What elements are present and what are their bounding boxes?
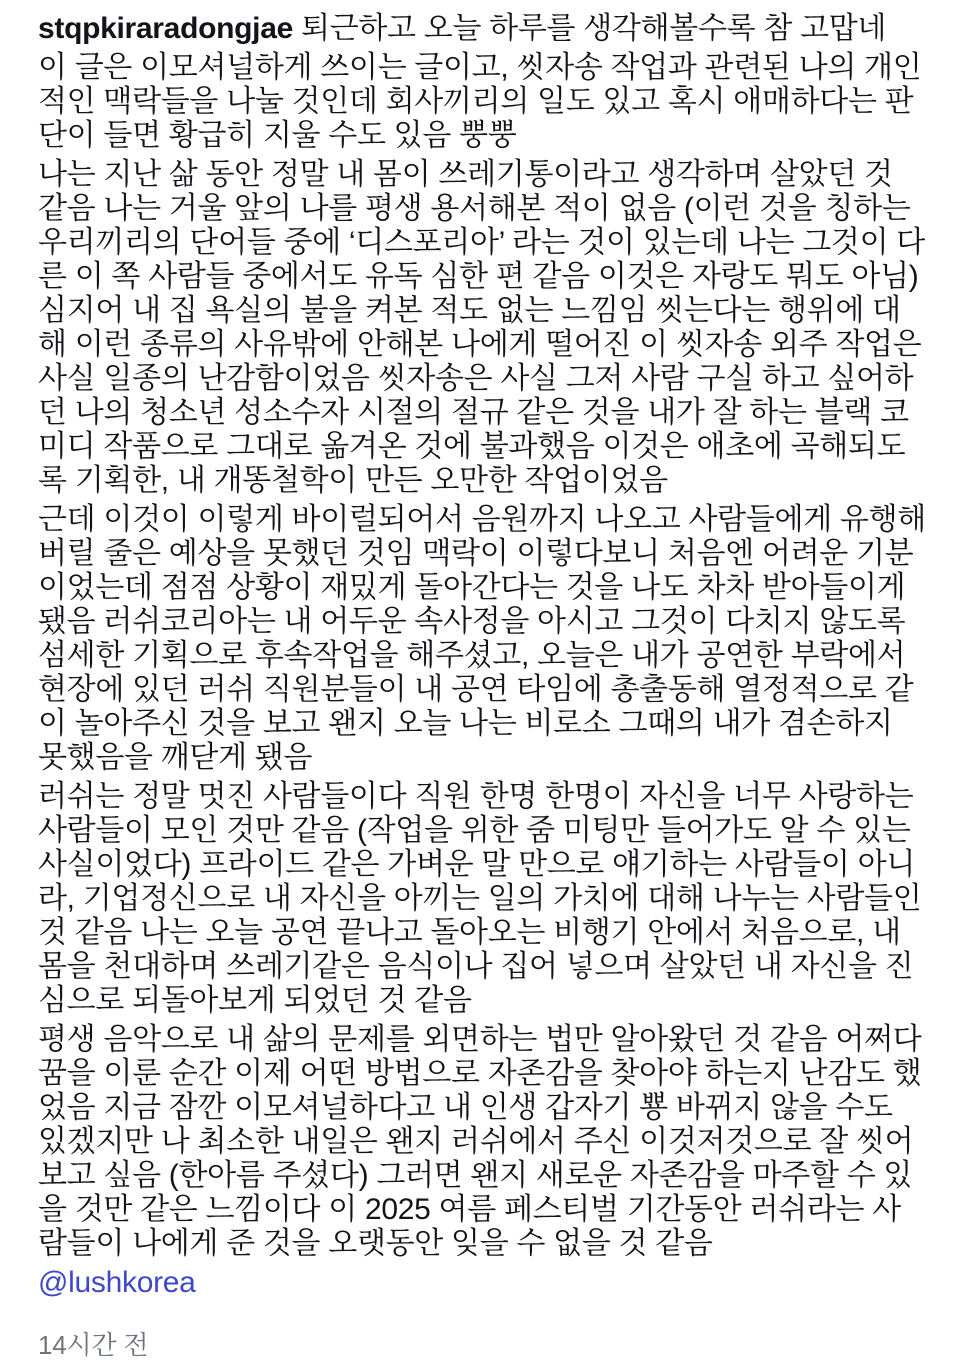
caption-intro-text: 퇴근하고 오늘 하루를 생각해볼수록 참 고맙네 bbox=[301, 12, 887, 45]
username-link[interactable]: stqpkiraradongjae bbox=[38, 12, 293, 45]
caption-paragraph: 평생 음악으로 내 삶의 문제를 외면하는 법만 알아왔던 것 같음 어쩌다 꿈을 이룬 순간 이제 어떤 방법으로 자존감을 찾아야 하는지 난감도 했었음 지금 잠깐 이모셔널하다고 내 인생 갑자기 뿅 바뀌지 않을 수도 있겠지만 나 최소한 내일은 왠지 러쉬에서 주신 이것저것으로 잘 씻어보고 싶음 (한아름 주셨다) 그러면 왠지 새로운 자존감을 마주할 수 있을 것만 같은 느낌이다 이 2025 여름 페스티벌 기간동안 러쉬라는 사람들이 나에게 준 것을 오랫동안 잊을 수 없을 것 같음 bbox=[38, 1023, 922, 1260]
caption-paragraph: 러쉬는 정말 멋진 사람들이다 직원 한명 한명이 자신을 너무 사랑하는 사람들이 모인 것만 같음 (작업을 위한 줌 미팅만 들어가도 알 수 있는 사실이었다) 프라이드 같은 가벼운 말 만으로 얘기하는 사람들이 아니라, 기업정신으로 내 자신을 아끼는 일의 가치에 대해 나누는 사람들인 것 같음 나는 오늘 공연 끝나고 돌아오는 비행기 안에서 처음으로, 내 몸을 천대하며 쓰레기같은 음식이나 집어 넣으며 살았던 내 자신을 진심으로 되돌아보게 되었던 것 같음 bbox=[38, 780, 922, 1017]
caption-first-line bbox=[38, 12, 927, 46]
caption-paragraph: 근데 이것이 이렇게 바이럴되어서 음원까지 나오고 사람들에게 유행해버릴 줄은 예상을 못했던 것임 맥락이 이렇다보니 처음엔 어려운 기분이었는데 점점 상황이 재밌게 돌아간다는 것을 나도 차차 받아들이게 됐음 러쉬코리아는 내 어두운 속사정을 아시고 그것이 다치지 않도록 섬세한 기획으로 후속작업을 해주셨고, 오늘은 내가 공연한 부락에서 현장에 있던 러쉬 직원분들이 내 공연 타임에 총출동해 열정적으로 같이 놀아주신 것을 보고 왠지 오늘 나는 비로소 그때의 내가 겸손하지 못했음을 깨닫게 됐음 bbox=[38, 503, 926, 774]
mention-link[interactable]: @lushkorea bbox=[38, 1266, 196, 1299]
caption-paragraph: 나는 지난 삶 동안 정말 내 몸이 쓰레기통이라고 생각하며 살았던 것 같음 나는 거울 앞의 나를 평생 용서해본 적이 없음 (이런 것을 칭하는 우리끼리의 단어들 중에 ‘디스포리아’ 라는 것이 있는데 나는 그것이 다른 이 쪽 사람들 중에서도 유독 심한 편 같음 이것은 자랑도 뭐도 아님) 심지어 내 집 욕실의 불을 켜본 적도 없는 느낌임 씻는다는 행위에 대해 이런 종류의 사유밖에 안해본 나에게 떨어진 이 씻자송 외주 작업은 사실 일종의 난감함이었음 씻자송은 사실 그저 사람 구실 하고 싶어하던 나의 청소년 성소수자 시절의 절규 같은 것을 내가 잘 하는 블랙 코미디 작품으로 그대로 옮겨온 것에 불과했음 이것은 애초에 곡해되도록 기획한, 내 개똥철학이 만든 오만한 작업이었음 bbox=[38, 158, 925, 497]
caption-mention-line bbox=[38, 1266, 927, 1300]
caption-paragraph: 이 글은 이모셔널하게 쓰이는 글이고, 씻자송 작업과 관련된 나의 개인적인 맥락들을 나눌 것인데 회사끼리의 일도 있고 혹시 애매하다는 판단이 들면 황급히 지울 수도 있음 뿡뿡 bbox=[38, 51, 922, 152]
post-timestamp[interactable]: 14시간 전 bbox=[38, 1330, 149, 1360]
